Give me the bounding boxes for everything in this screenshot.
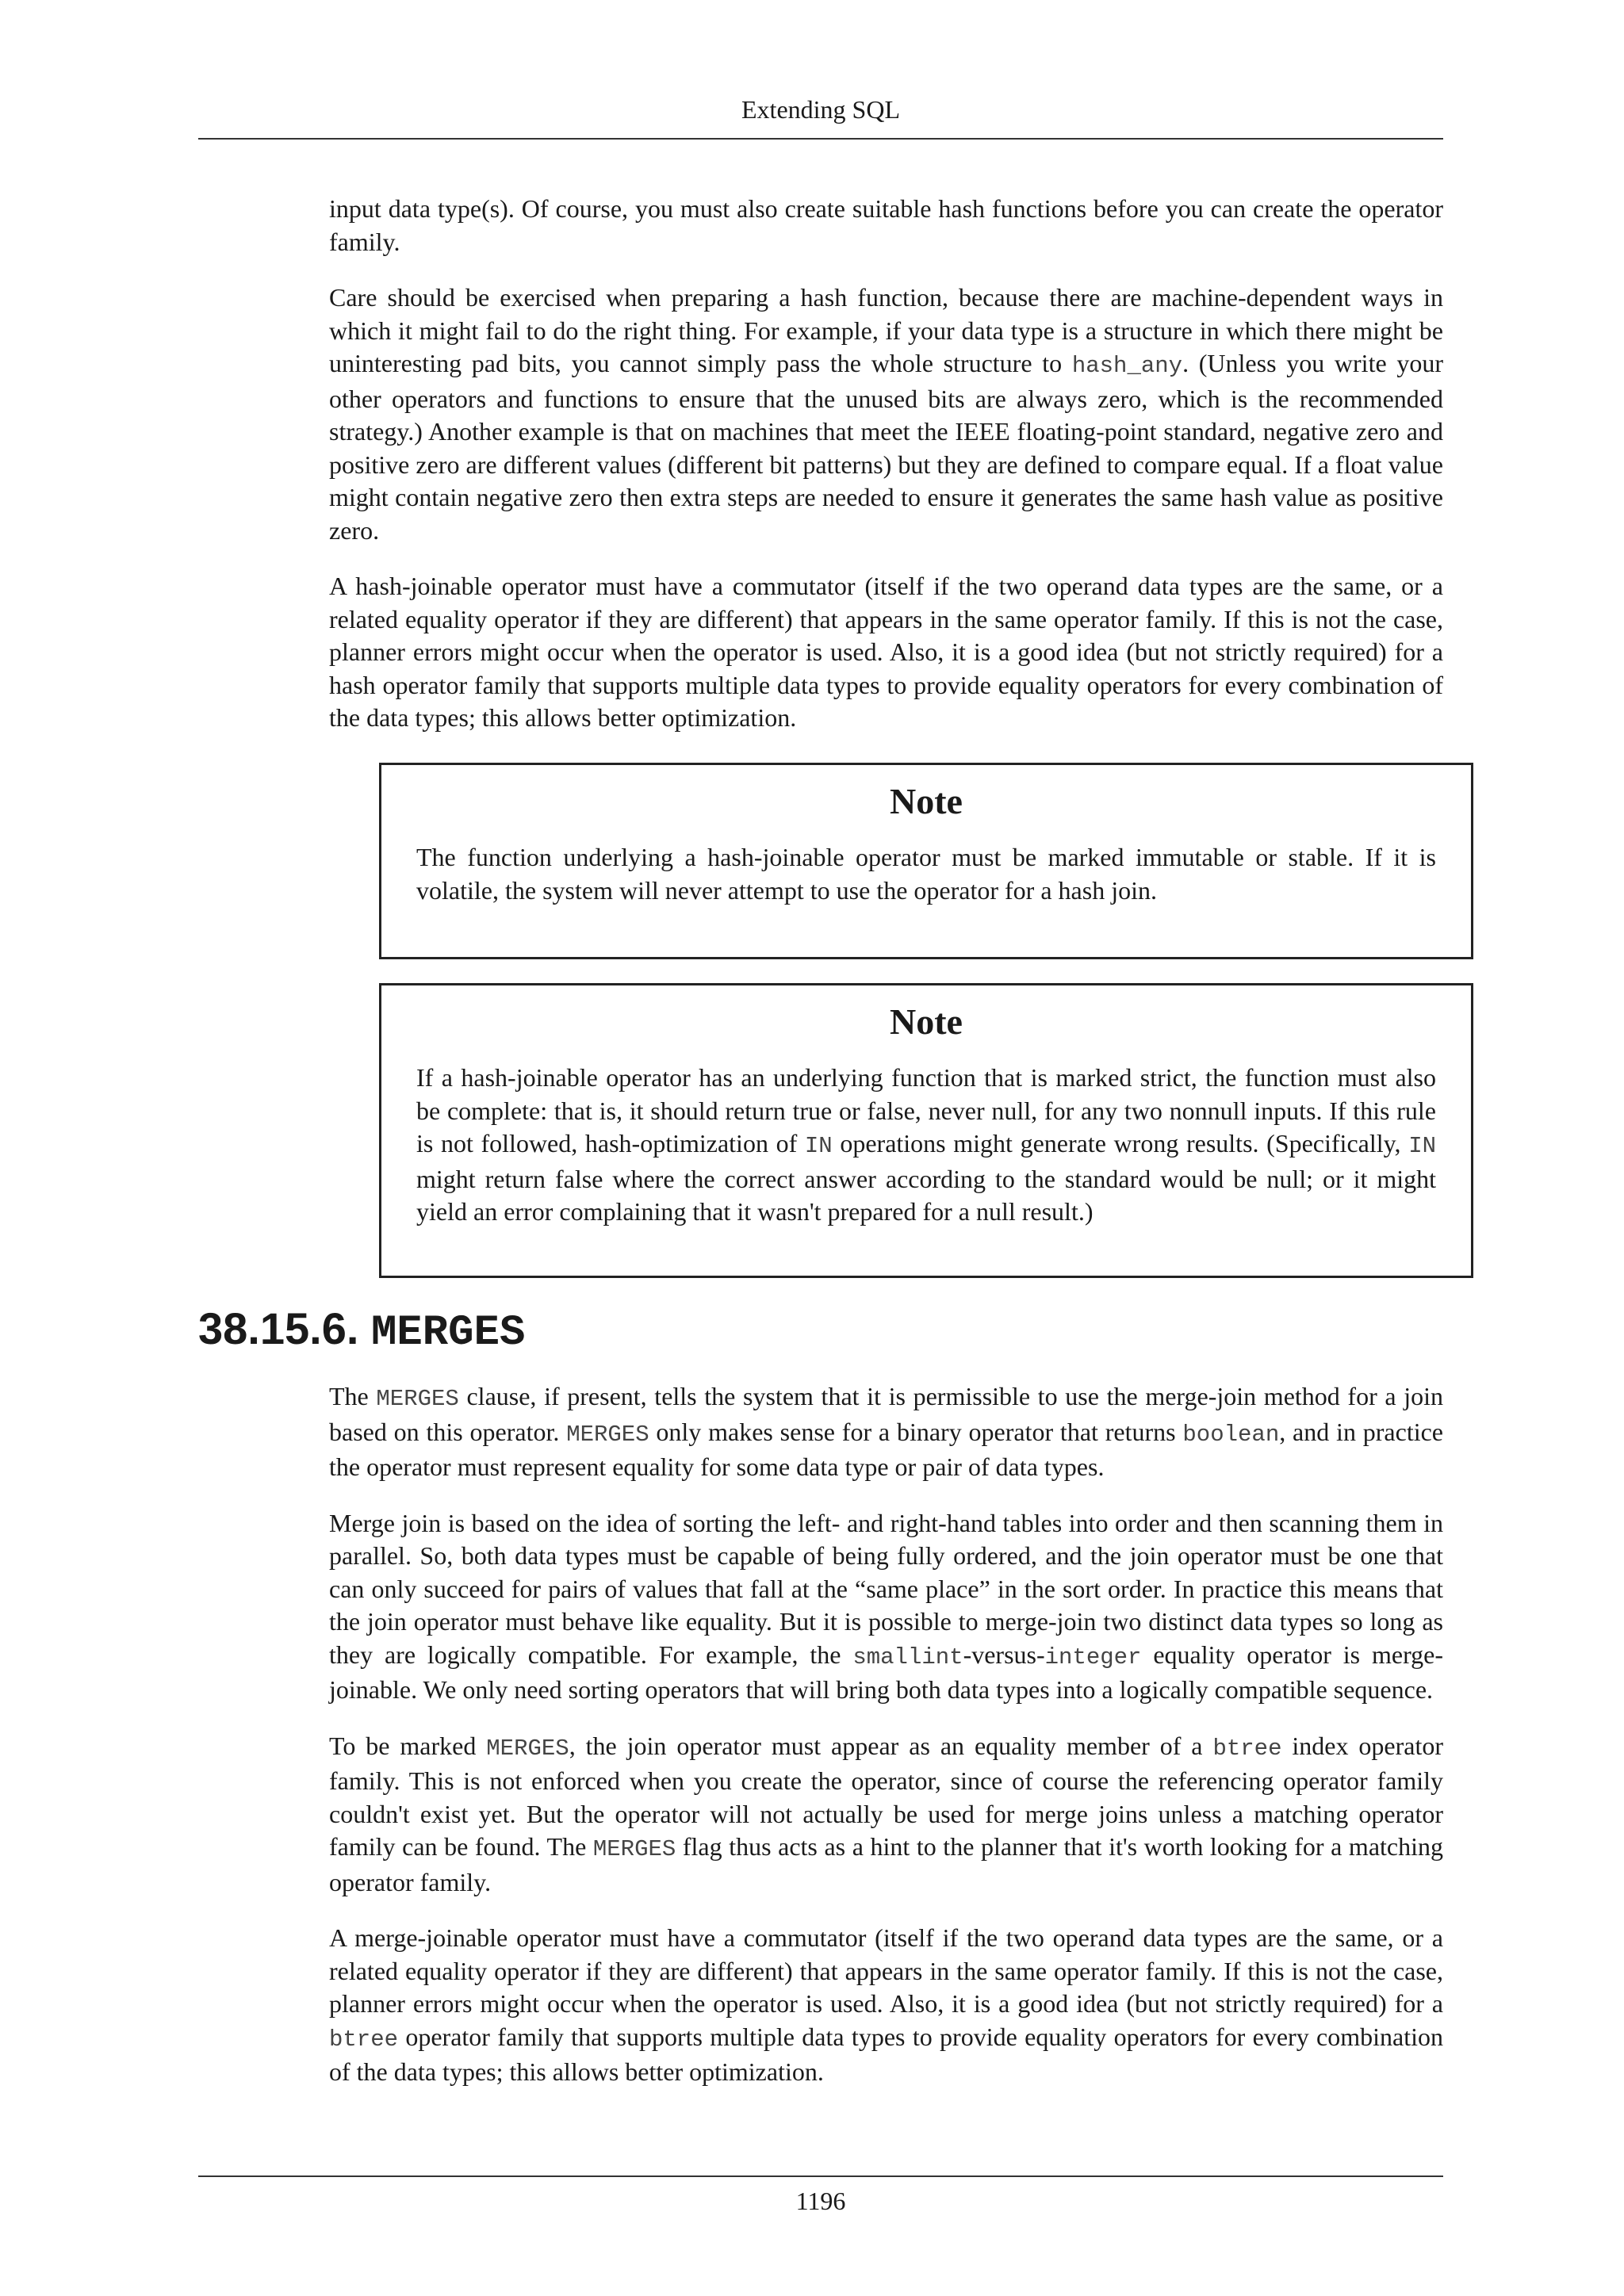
- text-run: index operator family. This is not enforced when you create the operator, since of course the referencing operator family couldn't exist yet. But the operator will not actually be used for merge joins unless a matching operator family can be found. The: [329, 1731, 1444, 1861]
- code-merges: MERGES: [486, 1735, 569, 1762]
- note-title: Note: [890, 1001, 963, 1042]
- text-run: . (Unless you write your other operators and functions to ensure that the unused bits are always zero, which is the recommended strategy.) Another example is that on machines that meet the IEEE floating-point standard, negative zero and positive zero are different values (different bit patterns) but they are defined to compare equal. If a float value might contain negative zero then extra steps are needed to ensure it generates the same hash value as positive zero.: [329, 349, 1444, 545]
- section-number: 38.15.6.: [198, 1303, 359, 1353]
- merges-paragraphs: [329, 1380, 1443, 2089]
- text-run: equality operator is merge-joinable. We only need sorting operators that will bring both data types into a logically compatible sequence.: [329, 1640, 1444, 1704]
- code-boolean: boolean: [1182, 1421, 1280, 1448]
- merges-paragraph-3: [329, 1730, 1443, 1900]
- text-run: , and in practice the operator must represent equality for some data type or pair of data types.: [329, 1417, 1444, 1481]
- code-btree: btree: [1212, 1735, 1282, 1762]
- code-btree: btree: [329, 2026, 399, 2053]
- text-run: A merge-joinable operator must have a commutator (itself if the two operand data types are the same, or a related equality operator if they are different) that appears in the same operator family. If this is not the case, planner errors might occur when the operator is used. Also, it is a good idea (but not strictly required) for a: [329, 1923, 1443, 2018]
- note-text: [416, 1062, 1436, 1229]
- code-hash-any: hash_any: [1071, 353, 1183, 379]
- note-title: Note: [890, 781, 963, 821]
- note-box-1: [379, 763, 1473, 959]
- text-run: operations might generate wrong results. (Specifically,: [832, 1129, 1409, 1158]
- code-merges: MERGES: [592, 1836, 676, 1862]
- section-name: MERGES: [370, 1309, 526, 1357]
- intro-paragraph-3: A hash-joinable operator must have a commutator (itself if the two operand data types are the same, or a related equality operator if they are different) that appears in the same operator family. If this is not the case, planner errors might occur when the operator is used. Also, it is a good idea (but not strictly required) for a hash operator family that supports multiple data types to provide equality operators for every combination of the data types; this allows better optimization.: [329, 572, 1443, 732]
- text-run: , the join operator must appear as an equality member of a: [569, 1731, 1213, 1760]
- text-run: -versus-: [963, 1640, 1045, 1669]
- text-run: clause, if present, tells the system that it is permissible to use the merge-join method for a join based on this operator.: [329, 1382, 1444, 1446]
- merges-paragraph-1: [329, 1380, 1443, 1484]
- text-run: Care should be exercised when preparing a hash function, because there are machine-dependent ways in which it might fail to do the right thing. For example, if your data type is a structure in which there might be uninteresting pad bits, you cannot simply pass the whole structure to: [329, 283, 1443, 377]
- text-run: only makes sense for a binary operator that returns: [649, 1417, 1183, 1446]
- code-merges: MERGES: [376, 1386, 459, 1412]
- merges-paragraph-4: [329, 1922, 1443, 2089]
- text-run: operator family that supports multiple data types to provide equality operators for every combination of the data types; this allows better optimization.: [329, 2022, 1443, 2086]
- code-in: IN: [804, 1133, 833, 1159]
- intro-paragraph-1: input data type(s). Of course, you must also create suitable hash functions before you can create the operator family.: [329, 194, 1443, 256]
- intro-paragraph-2: [329, 281, 1443, 547]
- text-run: To be marked: [329, 1731, 487, 1760]
- text-run: If a hash-joinable operator has an underlying function that is marked strict, the function must also be complete: that is, it should return true or false, never null, for any two nonnull inputs. If this rule is not followed, hash-optimization of: [416, 1063, 1436, 1158]
- page-number: 1196: [795, 2187, 846, 2215]
- header-rule: [198, 138, 1443, 140]
- text-run: flag thus acts as a hint to the planner that it's worth looking for a matching operator family.: [329, 1832, 1444, 1896]
- footer-rule: [198, 2175, 1443, 2177]
- text-run: might return false where the correct answer according to the standard would be null; or it might yield an error complaining that it wasn't prepared for a null result.): [416, 1164, 1436, 1226]
- text-run: The: [329, 1382, 377, 1410]
- code-integer: integer: [1044, 1644, 1142, 1670]
- merges-paragraph-2: [329, 1507, 1443, 1707]
- code-merges: MERGES: [566, 1421, 649, 1448]
- text-run: Merge join is based on the idea of sorting the left- and right-hand tables into order and then scanning them in parallel. So, both data types must be capable of being fully ordered, and the join operator must be one that can only succeed for pairs of values that fall at the “same place” in the sort order. In practice this means that the join operator must behave like equality. But it is possible to merge-join two distinct data types so long as they are logically compatible. For example, the: [329, 1508, 1443, 1669]
- page-header-title: Extending SQL: [741, 95, 900, 124]
- note-box-2: [379, 983, 1473, 1278]
- note-text: The function underlying a hash-joinable operator must be marked immutable or stable. If it is volatile, the system will never attempt to use the operator for a hash join.: [416, 843, 1436, 905]
- code-in: IN: [1408, 1133, 1437, 1159]
- code-smallint: smallint: [852, 1644, 963, 1670]
- intro-paragraphs: [329, 193, 1443, 735]
- section-heading: [198, 1302, 525, 1360]
